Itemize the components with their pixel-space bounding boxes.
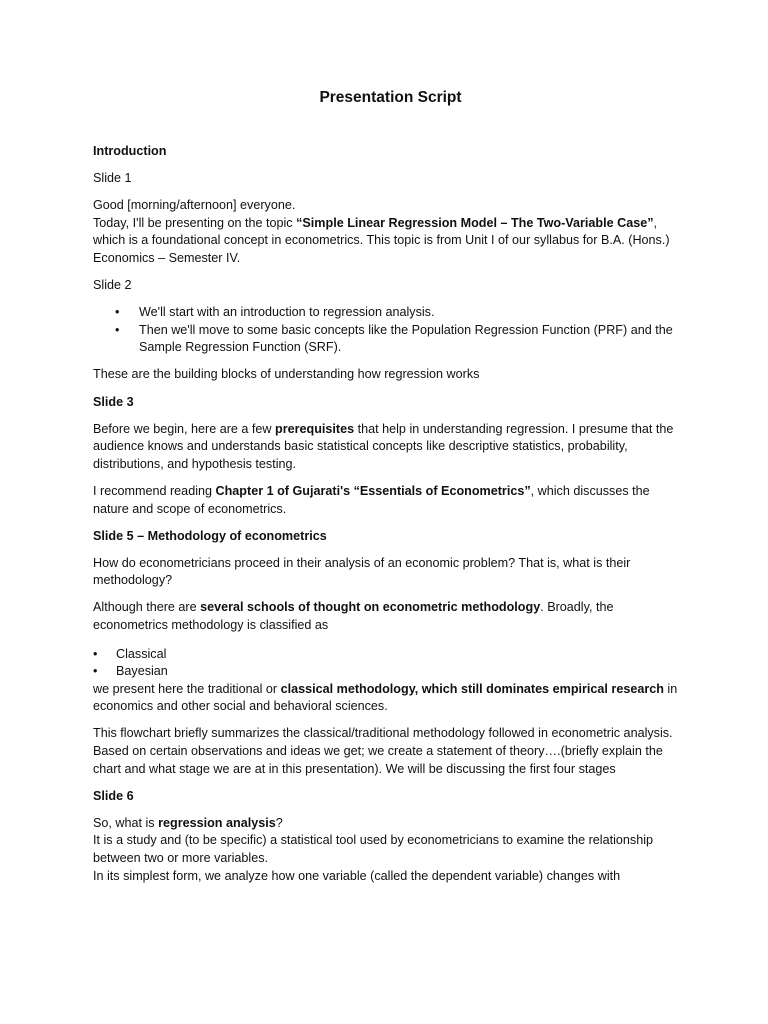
- list-item: [93, 304, 678, 322]
- slide-2-summary: These are the building blocks of understanding how regression works: [93, 367, 480, 382]
- greeting-line: Good [morning/afternoon] everyone.: [93, 198, 296, 213]
- list-item-text: Classical: [116, 646, 167, 661]
- prerequisites-text-a: Before we begin, here are a few: [93, 421, 276, 436]
- document-title: Presentation Script: [319, 89, 462, 106]
- regression-question-b: ?: [275, 815, 283, 830]
- regression-analysis-paragraph: [93, 815, 678, 885]
- slide-1-label: Slide 1: [93, 171, 132, 186]
- regression-question-a: So, what is: [93, 815, 159, 830]
- slide-2-label: Slide 2: [93, 278, 132, 293]
- schools-of-thought-paragraph: [93, 599, 678, 634]
- slide-5-heading: Slide 5 – Methodology of econometrics: [93, 528, 327, 543]
- list-item: [93, 663, 678, 681]
- methodology-question-paragraph: How do econometricians proceed in their analysis of an economic problem? That is, what is their methodology?: [93, 555, 631, 588]
- methodology-types-list: [93, 646, 678, 681]
- recommendation-text-a: I recommend reading: [93, 483, 216, 498]
- classical-keyword: classical methodology, which still dominates empirical research: [280, 681, 664, 696]
- topic-intro-text: Today, I'll be presenting on the topic: [93, 215, 297, 230]
- introduction-heading: Introduction: [93, 144, 167, 158]
- regression-simplest-form: In its simplest form, we analyze how one variable (called the dependent variable) changes with: [93, 868, 621, 883]
- topic-title: “Simple Linear Regression Model – The Two-Variable Case”: [296, 215, 654, 230]
- schools-text-b: . Broadly, the econometrics methodology is classified as: [93, 600, 614, 632]
- document-body: [93, 88, 678, 895]
- schools-text-a: Although there are: [93, 600, 201, 615]
- topic-description-text: , which is a foundational concept in econometrics. This topic is from Unit I of our syllabus for B.A. (Hons.) Economics – Semester IV.: [93, 215, 670, 265]
- schools-keyword: several schools of thought on econometric methodology: [200, 600, 541, 615]
- regression-definition: It is a study and (to be specific) a statistical tool used by econometricians to examine the relationship between two or more variables.: [93, 833, 654, 865]
- list-item: [93, 322, 678, 357]
- reading-recommendation-paragraph: [93, 483, 678, 518]
- slide-3-heading: Slide 3: [93, 394, 134, 409]
- list-item-text: Then we'll move to some basic concepts like the Population Regression Function (PRF) and the Sample Regression Function (SRF).: [139, 322, 673, 355]
- slide-6-heading: Slide 6: [93, 788, 134, 803]
- classical-methodology-paragraph: [93, 681, 678, 716]
- slide-2-bullet-list: [93, 304, 678, 357]
- classical-text-b: in economics and other social and behavioral sciences.: [93, 681, 678, 714]
- regression-keyword: regression analysis: [158, 815, 276, 830]
- book-reference: Chapter 1 of Gujarati's “Essentials of Econometrics”: [215, 483, 531, 498]
- recommendation-text-b: , which discusses the nature and scope of econometrics.: [93, 483, 650, 516]
- bullet-icon: •: [93, 664, 98, 679]
- list-item: [93, 646, 678, 664]
- flowchart-paragraph: This flowchart briefly summarizes the classical/traditional methodology followed in econometric analysis. Based on certain observations and ideas we get; we create a statement of theory….(briefly explain the chart and what stage we are at in this presentation). We will be discussing the first four stages: [93, 726, 673, 776]
- bullet-icon: •: [93, 646, 98, 661]
- prerequisites-keyword: prerequisites: [275, 421, 355, 436]
- prerequisites-text-b: that help in understanding regression. I presume that the audience knows and understands basic statistical concepts like descriptive statistics, probability, distributions, and hypothesis testing.: [93, 421, 674, 471]
- slide-1-paragraph: [93, 197, 678, 267]
- bullet-icon: •: [115, 322, 120, 337]
- classical-text-a: we present here the traditional or: [93, 681, 281, 696]
- prerequisites-paragraph: [93, 421, 678, 474]
- list-item-text: Bayesian: [116, 664, 168, 679]
- bullet-icon: •: [115, 305, 120, 320]
- list-item-text: We'll start with an introduction to regression analysis.: [139, 305, 435, 320]
